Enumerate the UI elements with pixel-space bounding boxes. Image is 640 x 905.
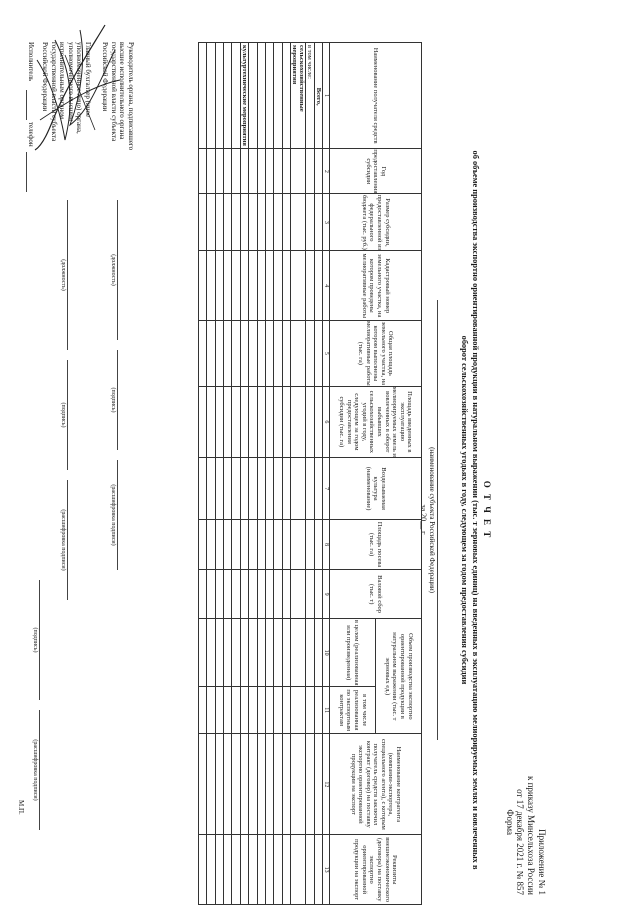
data-cell[interactable] <box>306 734 314 835</box>
data-cell[interactable] <box>249 520 257 570</box>
data-cell[interactable] <box>215 619 223 687</box>
table-row <box>232 43 240 905</box>
data-cell[interactable] <box>249 194 257 251</box>
data-cell[interactable] <box>232 251 240 320</box>
data-cell[interactable] <box>198 457 206 519</box>
report-subtitle: об объеме производства экспортно ориентированной продукции в натуральном выражении (тыс. т зерновых единиц) на введенных в эксплуатацию мелиорируемых землях и вовлеченных в оборот сельскохозяйственных угодьях в году, следующем за годом предоставления субсидии <box>460 150 480 870</box>
data-cell[interactable] <box>314 251 322 320</box>
data-cell[interactable] <box>314 194 322 251</box>
data-cell[interactable] <box>240 835 248 905</box>
col-number: 9 <box>323 569 330 619</box>
data-cell[interactable] <box>249 734 257 835</box>
data-cell[interactable] <box>207 386 215 457</box>
data-cell[interactable] <box>266 386 274 457</box>
executor-label: Исполнитель <box>27 42 35 82</box>
row-label-cell[interactable] <box>266 43 274 149</box>
data-cell[interactable] <box>207 687 215 734</box>
data-cell[interactable] <box>314 734 322 835</box>
data-cell[interactable] <box>207 320 215 386</box>
data-cell[interactable] <box>198 149 206 194</box>
data-cell[interactable] <box>274 320 282 386</box>
data-cell[interactable] <box>198 835 206 905</box>
accountant-signature-line[interactable] <box>67 360 68 470</box>
data-cell[interactable] <box>314 835 322 905</box>
data-cell[interactable] <box>314 569 322 619</box>
data-cell[interactable] <box>257 251 265 320</box>
col-number: 3 <box>323 194 330 251</box>
data-cell[interactable] <box>291 386 306 457</box>
data-cell[interactable] <box>198 251 206 320</box>
handwritten-signature <box>30 20 125 155</box>
col-number: 1 <box>323 43 330 149</box>
accountant-signature-title: Главный бухгалтер (иное уполномоченное лицо) органа, уполномоченного высшим исполнительным органом государственной власти субъекта Российской Федерации <box>41 42 92 142</box>
header-crop: Возделываемая культура (наименование) <box>330 457 422 519</box>
header-export-contracts: в том числе реализованная по экспортным контрактам <box>330 687 376 734</box>
data-cell[interactable] <box>232 320 240 386</box>
phone-label: телефон <box>27 122 35 147</box>
data-cell[interactable] <box>274 520 282 570</box>
accountant-name-caption: (расшифровка подписи) <box>60 509 66 571</box>
data-cell[interactable] <box>266 457 274 519</box>
data-cell[interactable] <box>266 320 274 386</box>
data-cell[interactable] <box>274 251 282 320</box>
data-cell[interactable] <box>207 251 215 320</box>
data-cell[interactable] <box>232 194 240 251</box>
data-cell[interactable] <box>240 194 248 251</box>
data-cell[interactable] <box>282 734 290 835</box>
data-cell[interactable] <box>224 569 232 619</box>
head-position-caption: (должность) <box>110 254 116 286</box>
data-cell[interactable] <box>249 251 257 320</box>
data-cell[interactable] <box>257 569 265 619</box>
data-cell[interactable] <box>198 687 206 734</box>
data-cell[interactable] <box>215 835 223 905</box>
data-cell[interactable] <box>306 569 314 619</box>
data-cell[interactable] <box>207 569 215 619</box>
data-cell[interactable] <box>291 194 306 251</box>
data-cell[interactable] <box>306 687 314 734</box>
data-cell[interactable] <box>240 320 248 386</box>
head-name-line[interactable] <box>117 460 118 570</box>
head-signature-caption: (подпись) <box>110 387 116 413</box>
row-label-cell[interactable] <box>232 43 240 149</box>
col-number: 10 <box>323 619 330 687</box>
data-cell[interactable] <box>314 320 322 386</box>
data-cell[interactable] <box>282 619 290 687</box>
report-year[interactable]: за 20__ г. <box>419 504 428 536</box>
col-number: 7 <box>323 457 330 519</box>
row-label-cell[interactable]: культуртехнические мероприятия <box>240 43 248 149</box>
data-cell[interactable] <box>232 386 240 457</box>
data-cell[interactable] <box>232 835 240 905</box>
row-label-cell[interactable] <box>215 43 223 149</box>
table-row <box>257 43 265 905</box>
executor-line[interactable] <box>26 90 27 120</box>
data-cell[interactable] <box>240 619 248 687</box>
report-table <box>198 42 422 905</box>
data-cell[interactable] <box>215 320 223 386</box>
data-cell[interactable] <box>198 194 206 251</box>
header-gross-harvest: Валовой сбор (тыс. т) <box>330 569 422 619</box>
phone-line[interactable] <box>26 152 27 192</box>
subject-name-line[interactable] <box>437 300 438 740</box>
data-cell[interactable] <box>207 520 215 570</box>
row-label-cell[interactable] <box>224 43 232 149</box>
data-cell[interactable] <box>240 734 248 835</box>
data-cell[interactable] <box>291 734 306 835</box>
header-plot-area: Общая площадь земельного участка, на котором выполнены мелиоративные работы (тыс. га) <box>330 320 422 386</box>
data-cell[interactable] <box>282 520 290 570</box>
data-cell[interactable] <box>240 251 248 320</box>
data-cell[interactable] <box>257 734 265 835</box>
table-row <box>224 43 232 905</box>
data-cell[interactable] <box>257 619 265 687</box>
data-cell[interactable] <box>291 149 306 194</box>
header-counterparty: Наименование контрагента (компании-экспортера, специального агента), с которым получатель средств заключил контракт (договор) на поставку экспортно ориентированной продукции на экспорт <box>330 734 422 835</box>
data-cell[interactable] <box>314 386 322 457</box>
header-subsidy-amount: Размер субсидии, предоставленной из федерального бюджета (тыс. руб.) <box>330 194 422 251</box>
data-cell[interactable] <box>207 734 215 835</box>
data-cell[interactable] <box>232 734 240 835</box>
data-cell[interactable] <box>232 569 240 619</box>
data-cell[interactable] <box>240 520 248 570</box>
data-cell[interactable] <box>224 149 232 194</box>
data-cell[interactable] <box>306 619 314 687</box>
data-cell[interactable] <box>282 457 290 519</box>
data-cell[interactable] <box>306 835 314 905</box>
col-number: 12 <box>323 734 330 835</box>
data-cell[interactable] <box>306 320 314 386</box>
table-row <box>215 43 223 905</box>
data-cell[interactable] <box>207 835 215 905</box>
data-cell[interactable] <box>291 619 306 687</box>
data-cell[interactable] <box>198 619 206 687</box>
data-cell[interactable] <box>282 835 290 905</box>
data-cell[interactable] <box>266 194 274 251</box>
data-cell[interactable] <box>274 457 282 519</box>
data-cell[interactable] <box>291 569 306 619</box>
accountant-position-line[interactable] <box>67 200 68 350</box>
row-label-cell[interactable] <box>198 43 206 149</box>
data-cell[interactable] <box>198 569 206 619</box>
data-cell[interactable] <box>257 835 265 905</box>
data-cell[interactable] <box>314 619 322 687</box>
data-cell[interactable] <box>224 386 232 457</box>
table-row <box>240 43 248 905</box>
header-recipient: Наименование получателя средств <box>330 43 422 149</box>
data-cell[interactable] <box>224 835 232 905</box>
data-cell[interactable] <box>306 194 314 251</box>
data-cell[interactable] <box>274 386 282 457</box>
data-cell[interactable] <box>198 320 206 386</box>
data-cell[interactable] <box>266 619 274 687</box>
data-cell[interactable] <box>266 835 274 905</box>
data-cell[interactable] <box>314 687 322 734</box>
data-cell[interactable] <box>198 734 206 835</box>
data-cell[interactable] <box>282 251 290 320</box>
head-position-line[interactable] <box>117 200 118 340</box>
data-cell[interactable] <box>249 457 257 519</box>
final-signature-line[interactable] <box>39 580 40 700</box>
table-row <box>274 43 282 905</box>
data-cell[interactable] <box>282 149 290 194</box>
data-cell[interactable] <box>240 386 248 457</box>
data-cell[interactable] <box>224 194 232 251</box>
data-cell[interactable] <box>291 457 306 519</box>
data-cell[interactable] <box>257 520 265 570</box>
data-cell[interactable] <box>240 687 248 734</box>
data-cell[interactable] <box>306 251 314 320</box>
data-cell[interactable] <box>224 457 232 519</box>
col-number: 6 <box>323 386 330 457</box>
data-cell[interactable] <box>240 457 248 519</box>
stamp-label: М.П. <box>17 800 25 815</box>
row-label-cell[interactable]: Всего, <box>314 43 322 149</box>
data-cell[interactable] <box>291 835 306 905</box>
header-commissioned-area: Площадь введенных в эксплуатацию мелиорируемых земель и вовлеченных в оборот выбывших сельскохозяйственных угодий в году, следующем за годом предоставления субсидии (тыс. га) <box>330 386 422 457</box>
report-title: О Т Ч Е Т <box>482 480 492 540</box>
data-cell[interactable] <box>232 520 240 570</box>
data-cell[interactable] <box>224 520 232 570</box>
data-cell[interactable] <box>282 194 290 251</box>
head-signature-line[interactable] <box>117 350 118 450</box>
col-number: 4 <box>323 251 330 320</box>
data-cell[interactable] <box>274 687 282 734</box>
data-cell[interactable] <box>306 149 314 194</box>
data-cell[interactable] <box>274 569 282 619</box>
row-label-cell[interactable] <box>207 43 215 149</box>
data-cell[interactable] <box>224 619 232 687</box>
final-name-caption: (расшифровка подписи) <box>32 739 38 801</box>
final-signature-caption: (подпись) <box>32 627 38 653</box>
table-row <box>306 43 314 905</box>
table-body <box>198 43 329 905</box>
data-cell[interactable] <box>306 386 314 457</box>
data-cell[interactable] <box>215 386 223 457</box>
table-row <box>291 43 306 905</box>
data-cell[interactable] <box>215 520 223 570</box>
data-cell[interactable] <box>282 320 290 386</box>
data-cell[interactable] <box>240 569 248 619</box>
data-cell[interactable] <box>257 149 265 194</box>
data-cell[interactable] <box>215 194 223 251</box>
col-number: 5 <box>323 320 330 386</box>
head-signature-title: Руководитель органа, подписавшего высшее исполнительного органа государственной власти субъекта Российской Федерации <box>101 42 135 151</box>
data-cell[interactable] <box>198 520 206 570</box>
appendix-line-2: к приказу Минсельхоза России <box>526 775 536 895</box>
accountant-position-caption: (должность) <box>60 259 66 291</box>
data-cell[interactable] <box>249 619 257 687</box>
table-row <box>314 43 322 905</box>
col-number: 8 <box>323 520 330 570</box>
col-number: 11 <box>323 687 330 734</box>
data-cell[interactable] <box>266 149 274 194</box>
header-export-total: в целом (реализованная или произведенная) <box>330 619 376 687</box>
data-cell[interactable] <box>282 687 290 734</box>
data-cell[interactable] <box>215 734 223 835</box>
data-cell[interactable] <box>314 520 322 570</box>
subject-caption: (наименование субъекта Российской Федерации) <box>428 447 436 593</box>
data-cell[interactable] <box>232 687 240 734</box>
data-cell[interactable] <box>249 569 257 619</box>
data-cell[interactable] <box>224 251 232 320</box>
data-cell[interactable] <box>266 734 274 835</box>
final-name-line[interactable] <box>39 710 40 830</box>
data-cell[interactable] <box>282 569 290 619</box>
data-cell[interactable] <box>215 251 223 320</box>
table-row <box>282 43 290 905</box>
data-cell[interactable] <box>249 149 257 194</box>
data-cell[interactable] <box>266 251 274 320</box>
row-label-cell[interactable]: сельскохозяйственные мероприятия <box>291 43 306 149</box>
data-cell[interactable] <box>207 457 215 519</box>
data-cell[interactable] <box>314 457 322 519</box>
data-cell[interactable] <box>232 457 240 519</box>
row-label-cell[interactable] <box>249 43 257 149</box>
data-cell[interactable] <box>215 149 223 194</box>
data-cell[interactable] <box>215 687 223 734</box>
data-cell[interactable] <box>198 386 206 457</box>
data-cell[interactable] <box>314 149 322 194</box>
row-label-cell[interactable] <box>257 43 265 149</box>
appendix-line-1: Приложение № 1 <box>537 829 547 895</box>
data-cell[interactable] <box>266 569 274 619</box>
header-cadastral-number: Кадастровый номер земельного участка, на котором проведены мелиоративные работы <box>330 251 422 320</box>
data-cell[interactable] <box>306 457 314 519</box>
data-cell[interactable] <box>257 386 265 457</box>
data-cell[interactable] <box>224 734 232 835</box>
data-cell[interactable] <box>282 386 290 457</box>
data-cell[interactable] <box>257 457 265 519</box>
table-row <box>207 43 215 905</box>
head-name-caption: (расшифровка подписи) <box>110 484 116 546</box>
header-sown-area: Площадь посева (тыс. га) <box>330 520 422 570</box>
col-number: 2 <box>323 149 330 194</box>
data-cell[interactable] <box>306 520 314 570</box>
data-cell[interactable] <box>291 251 306 320</box>
data-cell[interactable] <box>240 149 248 194</box>
data-cell[interactable] <box>232 149 240 194</box>
data-cell[interactable] <box>274 194 282 251</box>
data-cell[interactable] <box>215 569 223 619</box>
data-cell[interactable] <box>257 687 265 734</box>
column-number-row <box>323 43 330 905</box>
form-label: Форма <box>505 809 515 835</box>
header-subsidy-year: Год предоставления субсидии <box>330 149 422 194</box>
table-row <box>266 43 274 905</box>
data-cell[interactable] <box>215 457 223 519</box>
data-cell[interactable] <box>291 520 306 570</box>
data-cell[interactable] <box>274 835 282 905</box>
header-contract-details: Реквизиты внешнеэкономического (договора) на поставку экспортно ориентированной продукции на экспорт <box>330 835 422 905</box>
data-cell[interactable] <box>274 734 282 835</box>
table-row <box>249 43 257 905</box>
data-cell[interactable] <box>274 619 282 687</box>
data-cell[interactable] <box>266 687 274 734</box>
data-cell[interactable] <box>257 194 265 251</box>
data-cell[interactable] <box>274 149 282 194</box>
appendix-line-3: от 17 декабря 2021 г. № 857 <box>515 789 525 895</box>
data-cell[interactable] <box>249 835 257 905</box>
row-label-cell[interactable] <box>282 43 290 149</box>
data-cell[interactable] <box>257 320 265 386</box>
data-cell[interactable] <box>291 687 306 734</box>
data-cell[interactable] <box>224 687 232 734</box>
table-row <box>198 43 206 905</box>
data-cell[interactable] <box>291 320 306 386</box>
data-cell[interactable] <box>207 619 215 687</box>
data-cell[interactable] <box>207 194 215 251</box>
data-cell[interactable] <box>249 320 257 386</box>
data-cell[interactable] <box>207 149 215 194</box>
col-number: 13 <box>323 835 330 905</box>
row-label-cell[interactable] <box>274 43 282 149</box>
row-label-cell[interactable]: в том числе: <box>306 43 314 149</box>
data-cell[interactable] <box>249 687 257 734</box>
accountant-signature-caption: (подпись) <box>60 402 66 428</box>
data-cell[interactable] <box>232 619 240 687</box>
header-export-volume-group: Объем производства экспортно ориентированной продукции в натуральном выражении (тыс. т зерновых ед.) <box>376 619 422 734</box>
accountant-name-line[interactable] <box>67 480 68 600</box>
data-cell[interactable] <box>266 520 274 570</box>
data-cell[interactable] <box>249 386 257 457</box>
data-cell[interactable] <box>224 320 232 386</box>
